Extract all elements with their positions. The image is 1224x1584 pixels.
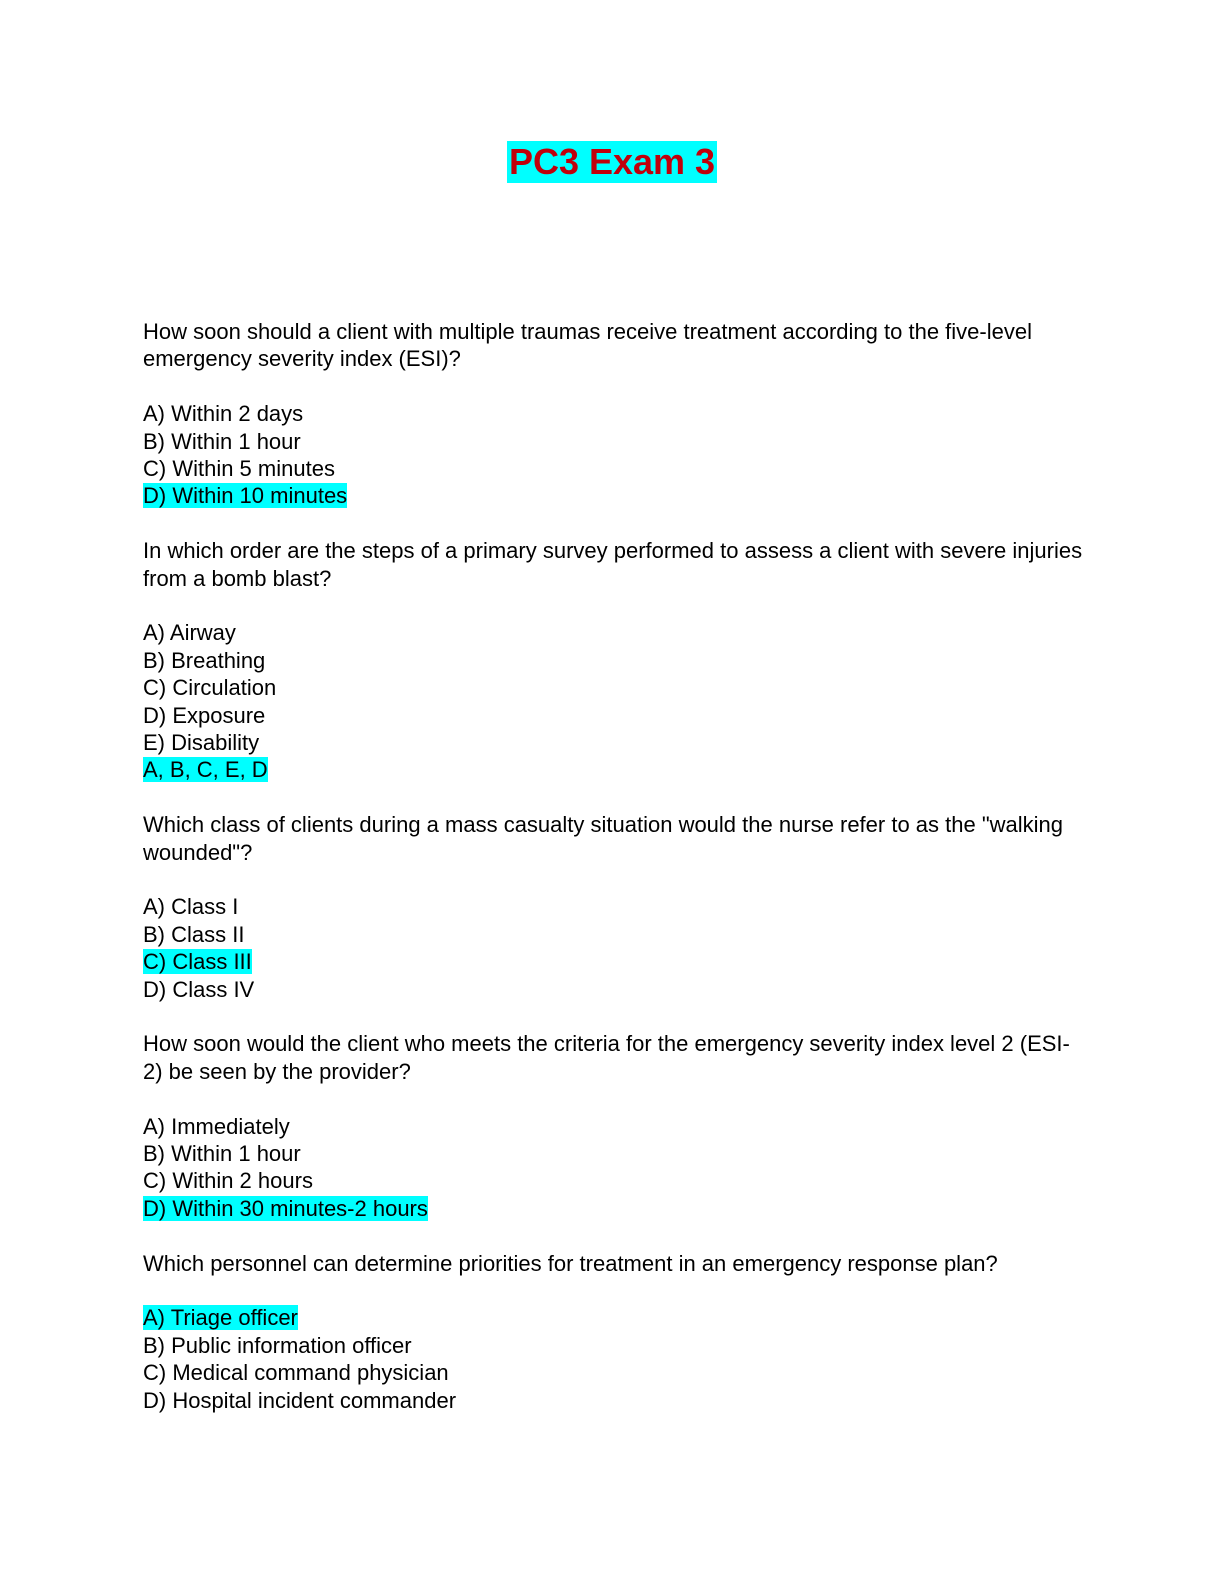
question-text: In which order are the steps of a primary survey performed to assess a client with severe injuries from a bomb blast? [143, 538, 1083, 591]
highlighted-answer: C) Class III [143, 949, 252, 975]
option-text: A) Class I [143, 894, 239, 920]
option-c [143, 1167, 1083, 1194]
option-text: B) Public information officer [143, 1332, 412, 1358]
option-a [143, 400, 1083, 427]
question-3 [143, 811, 1083, 1003]
option-list [143, 1304, 1083, 1414]
option-text: C) Within 5 minutes [143, 456, 335, 482]
option-d-answer [143, 1195, 1083, 1222]
option-b [143, 428, 1083, 455]
option-b [143, 1140, 1083, 1167]
option-c [143, 455, 1083, 482]
highlighted-answer: A) Triage officer [143, 1305, 298, 1331]
option-text: A) Within 2 days [143, 401, 304, 427]
option-c-answer [143, 948, 1083, 975]
question-list [143, 318, 1083, 1442]
option-text: A) Airway [143, 620, 236, 646]
question-5 [143, 1250, 1083, 1414]
option-text: B) Breathing [143, 647, 266, 673]
option-a [143, 619, 1083, 646]
option-text: B) Within 1 hour [143, 428, 301, 454]
option-text: C) Medical command physician [143, 1360, 449, 1386]
question-2 [143, 537, 1083, 784]
question-text: How soon should a client with multiple traumas receive treatment according to the five-level emergency severity index (ESI)? [143, 319, 1032, 372]
option-list [143, 619, 1083, 783]
option-b [143, 647, 1083, 674]
option-list [143, 400, 1083, 510]
option-text: E) Disability [143, 730, 260, 756]
option-d-answer [143, 482, 1083, 509]
option-a [143, 893, 1083, 920]
option-a-answer [143, 1304, 1083, 1331]
option-text: D) Exposure [143, 702, 266, 728]
option-list [143, 1113, 1083, 1223]
option-d [143, 702, 1083, 729]
option-text: D) Class IV [143, 976, 255, 1002]
option-list [143, 893, 1083, 1003]
option-text: A) Immediately [143, 1113, 290, 1139]
question-4 [143, 1030, 1083, 1222]
option-a [143, 1113, 1083, 1140]
highlighted-answer: D) Within 10 minutes [143, 483, 348, 509]
option-text: C) Within 2 hours [143, 1168, 313, 1194]
option-text: B) Class II [143, 921, 245, 947]
option-b [143, 921, 1083, 948]
option-e [143, 729, 1083, 756]
option-c [143, 1359, 1083, 1386]
title-container [0, 141, 1224, 183]
option-text: D) Hospital incident commander [143, 1387, 457, 1413]
question-text: How soon would the client who meets the criteria for the emergency severity index level 2 (ESI-2) be seen by the provider? [143, 1031, 1070, 1084]
answer-order [143, 756, 1083, 783]
page-title: PC3 Exam 3 [508, 141, 716, 182]
option-d [143, 1387, 1083, 1414]
option-b [143, 1332, 1083, 1359]
question-text: Which personnel can determine priorities for treatment in an emergency response plan? [143, 1250, 998, 1276]
option-text: B) Within 1 hour [143, 1141, 301, 1167]
highlighted-answer: D) Within 30 minutes-2 hours [143, 1195, 428, 1221]
highlighted-answer: A, B, C, E, D [143, 757, 268, 783]
option-c [143, 674, 1083, 701]
question-1 [143, 318, 1083, 510]
option-text: C) Circulation [143, 675, 277, 701]
option-d [143, 976, 1083, 1003]
question-text: Which class of clients during a mass casualty situation would the nurse refer to as the "walking wounded"? [143, 812, 1064, 865]
